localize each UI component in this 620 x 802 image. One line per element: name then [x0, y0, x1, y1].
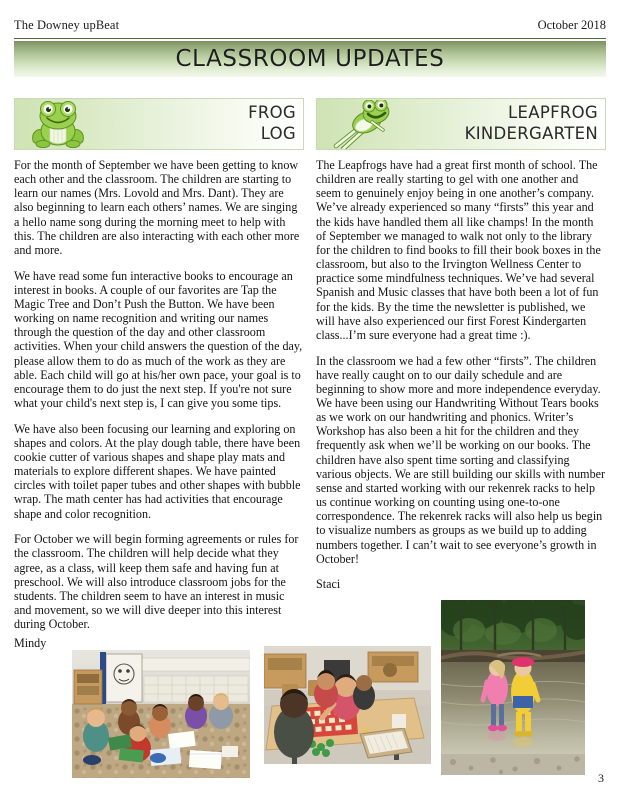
frog-log-column: [14, 98, 304, 662]
banner-title: CLASSROOM UPDATES: [175, 46, 445, 72]
leapfrog-heading-line1: LEAPFROG: [508, 103, 598, 122]
newsletter-title: The Downey upBeat: [14, 18, 120, 32]
leaping-frog-icon: [331, 100, 395, 150]
leapfrog-kindergarten-header: [316, 98, 606, 150]
issue-date: October 2018: [537, 18, 606, 32]
leapfrog-heading-line2: KINDERGARTEN: [464, 124, 598, 143]
leapfrog-kindergarten-body: [316, 158, 606, 592]
paragraph: We have also been focusing our learning and exploring on shapes and colors. At the play dough table, there have been cookie cutter of various shapes and shape play mats and materials to explore different shapes. We have painted circles with toilet paper tubes and other shapes with bubble wrap. The math center has had activities that encourage shape and color recognition.: [14, 421, 301, 521]
page-number: 3: [598, 771, 604, 785]
frog-log-heading: [248, 102, 296, 144]
paragraph: For the month of September we have been getting to know each other and the classroom. The children are starting to learn our names (Mrs. Lovold and Mrs. Dant). They are also beginning to learn each others’ names. We are singing a hello name song during the morning meet to help with this. The children are also interacting with each other more and more.: [14, 158, 300, 257]
frog-log-signature: Mindy: [14, 636, 47, 651]
paragraph: For October we will begin forming agreements or rules for the classroom. The children will help decide what they agree, as a class, will keep them safe and having fun at preschool. We will also introduce classroom jobs for the students. The children seem to have an interest in music and movement, so we will dive deeper into this interest during October.: [14, 532, 299, 632]
paragraph: In the classroom we had a few other “firsts”. The children have really caught on to our daily schedule and are beginning to show more and more independence everyday. We have been using our Handwriting Without Tears books as we work on our handwriting and phonics. Writer’s Workshop has also been a hit for the children and they frequently ask when we’ll be working on our books. The children have also spent time sorting and classifying various objects. We are still building our skills with number sense and started working with our rekenrek racks to help us continue working on counting using one-to-one correspondence. The rekenrek racks will also help us begin to visualize numbers as groups as we build up to adding numbers together. I can’t wait to see everyone’s growth in October!: [316, 353, 606, 566]
sitting-frog-icon: [27, 101, 89, 150]
leapfrog-kindergarten-heading: [465, 102, 598, 144]
frog-log-header: [14, 98, 304, 150]
masthead: [14, 18, 606, 39]
leapfrog-signature: Staci: [316, 577, 341, 592]
paragraph: We have read some fun interactive books to encourage an interest in books. A couple of our favorites are Tap the Magic Tree and Don’t Push the Button. We have been working on name recognition and writing our names through the question of the day and other classroom activities. When your child answers the question of the day, please allow them to do as much of the work as they are able. Each child will go at his/her own pace, your goal is to encourage them to do just the next step. If you're not sure what your child's next step is, I can give you some tips.: [14, 268, 303, 410]
frog-log-heading-line1: FROG: [248, 103, 296, 122]
table-game-activity-photo: [264, 646, 431, 764]
frog-log-heading-line2: LOG: [260, 124, 296, 143]
leapfrog-kindergarten-column: [316, 98, 606, 603]
classroom-updates-banner: [14, 41, 606, 77]
classroom-floor-activity-photo: [72, 650, 250, 778]
frog-log-body: [14, 158, 304, 651]
creek-exploration-photo: [441, 600, 585, 775]
paragraph: The Leapfrogs have had a great first month of school. The children are really starting to gel with one another and seem to genuinely enjoy being in one another’s company. We’ve already experienced so many “firsts” this year and the kids have handled them all like champs! In the month of September we managed to walk not only to the library for the children to find books to fill their book boxes in the classroom, but also to the Irvington Wellness Center to practice some mindfulness techniques. We’ve had several Spanish and Music classes that have both been a lot of fun for the kids. By the time the newsletter is published, we will have also experienced our first Forest Kindergarten class...I’m sure everyone had a great time :).: [316, 158, 601, 342]
